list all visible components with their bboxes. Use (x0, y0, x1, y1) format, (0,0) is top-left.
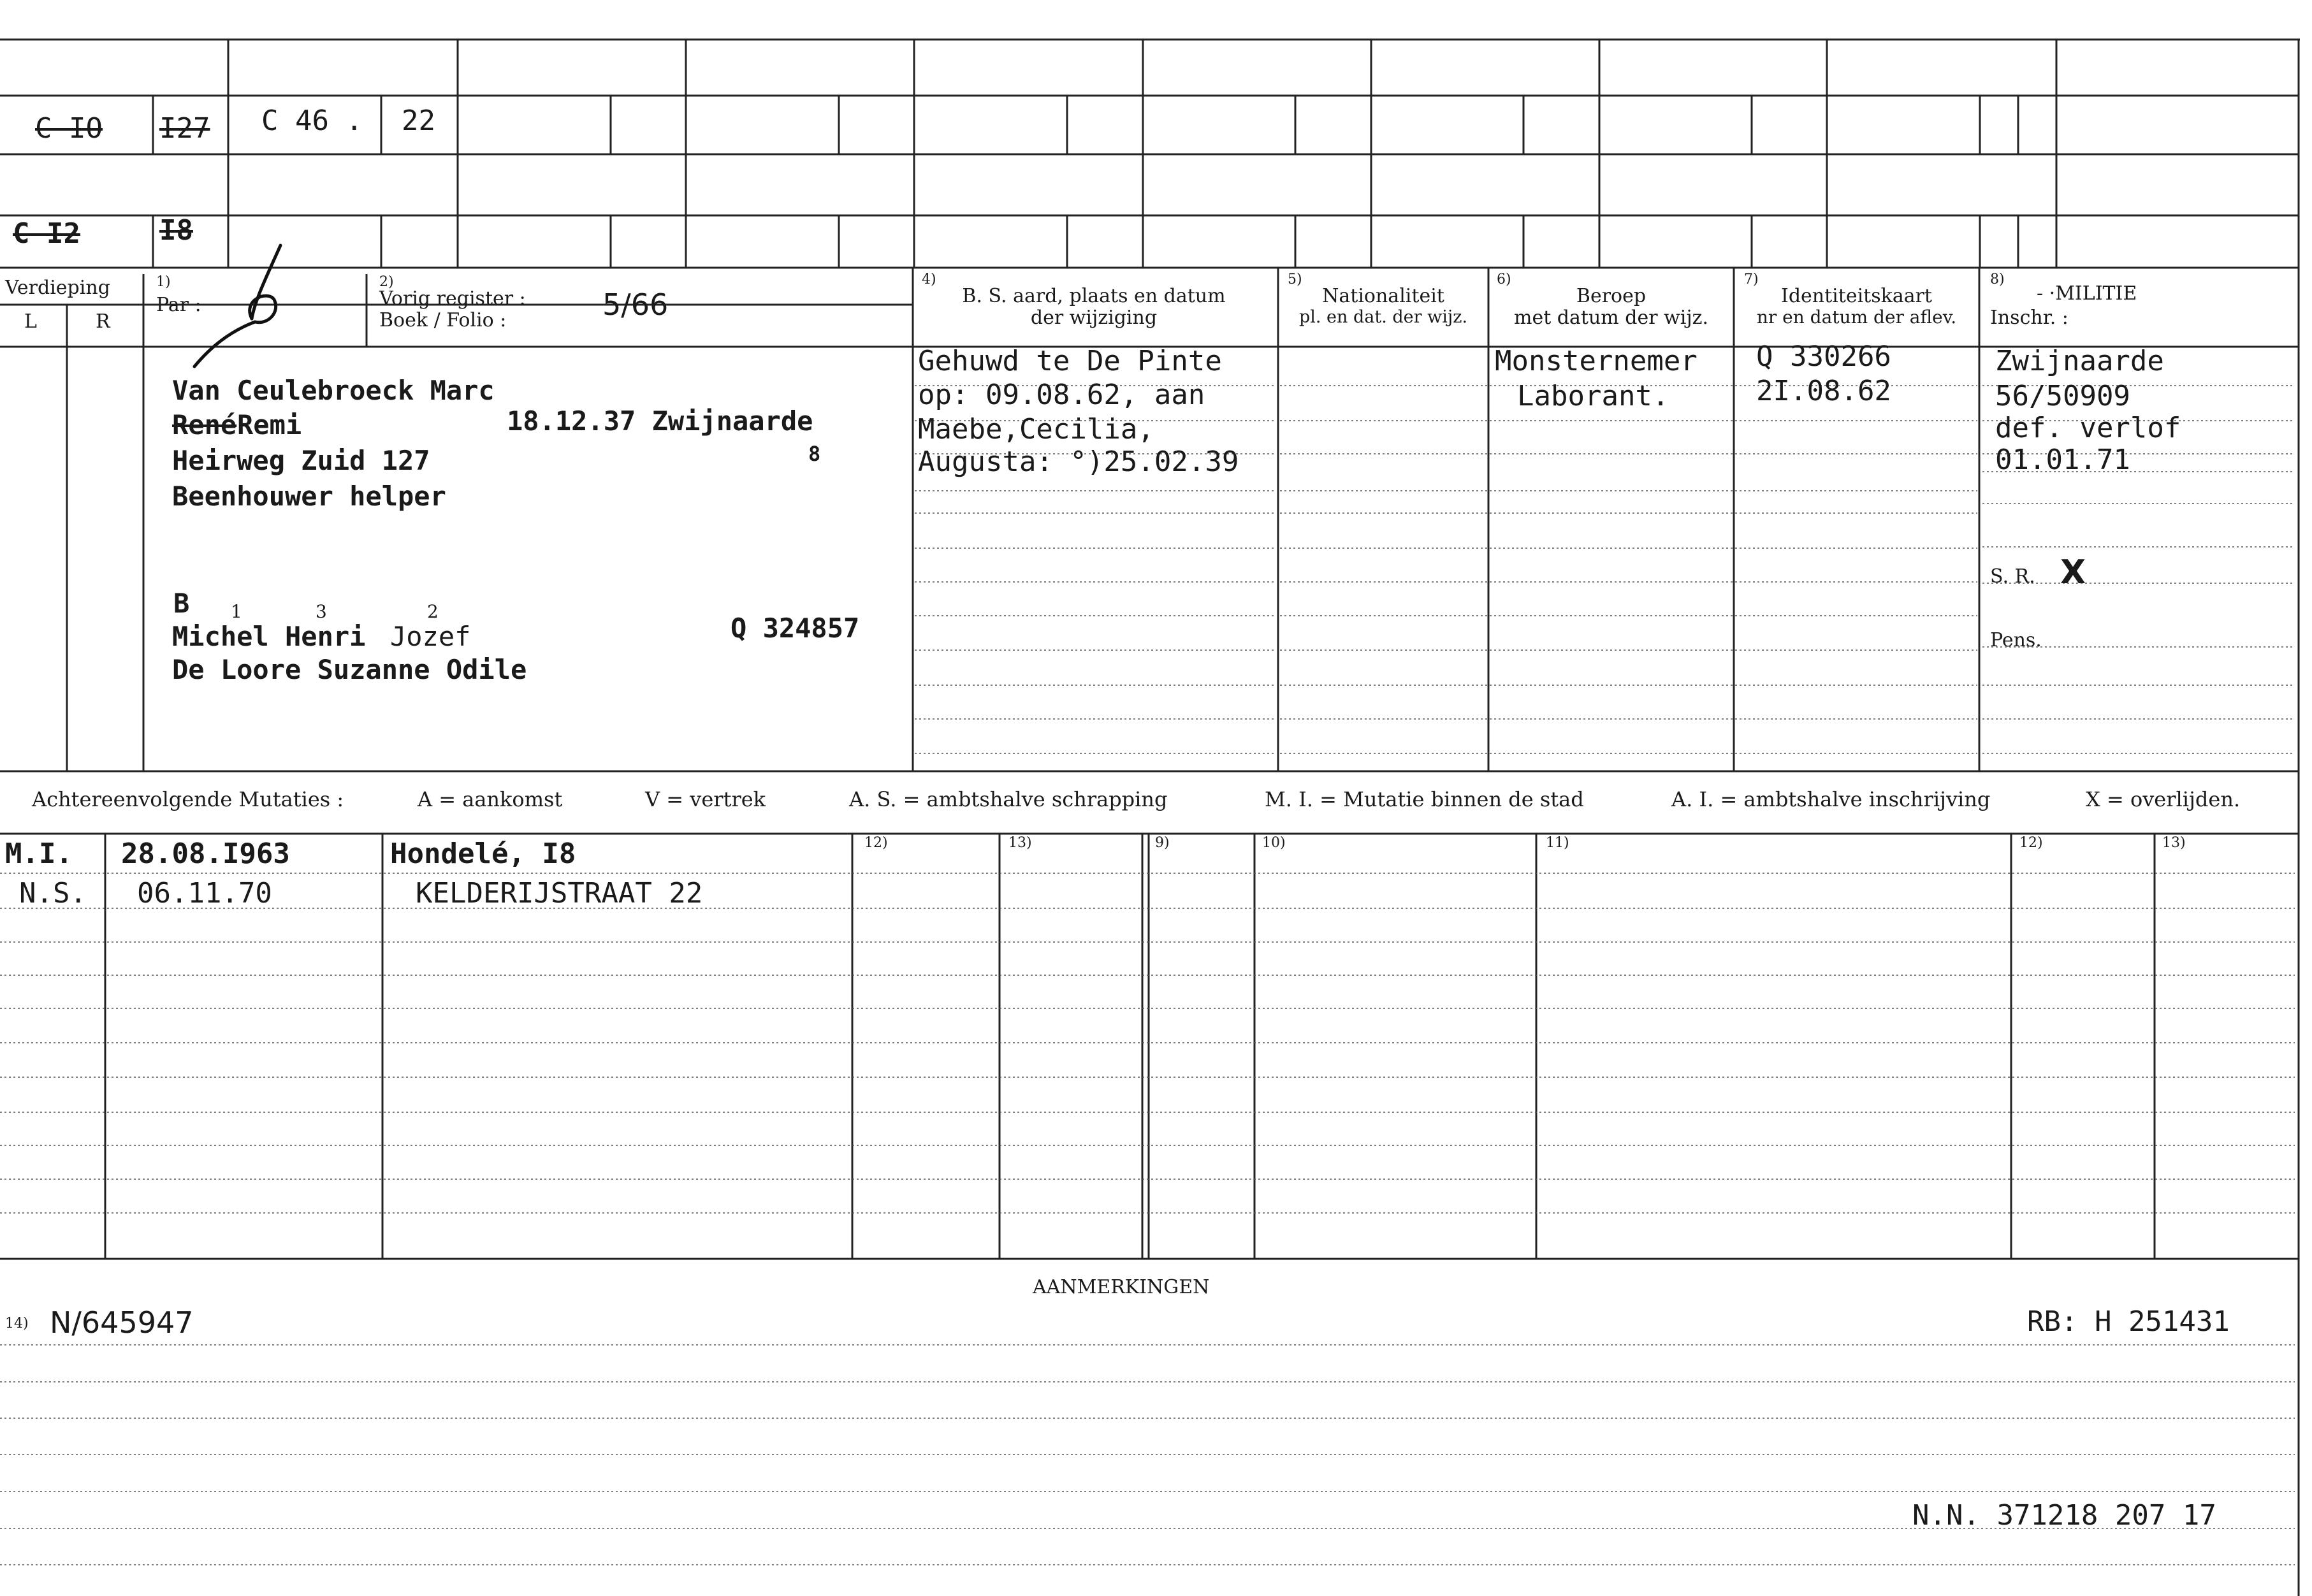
bs-entry: Augusta: °)25.02.39 (918, 446, 1239, 478)
verdieping-r: R (96, 310, 110, 333)
mutation-col-num: 10) (1262, 835, 1286, 851)
children-names: Michel Henri (172, 621, 366, 652)
bs-entry: Maebe,Cecilia, (918, 413, 1154, 446)
top-grid-cell: I27 (159, 112, 210, 145)
nat-num: 5) (1288, 272, 1302, 287)
child-mark-3: 3 (316, 601, 327, 622)
par-label: Par : (156, 294, 201, 316)
remarks-rb: RB: H 251431 (2027, 1305, 2230, 1338)
par-num: 1) (156, 274, 171, 290)
child-mark-1: 1 (231, 601, 242, 622)
sr-label: S. R. (1990, 565, 2035, 588)
legend-x: X = overlijden. (2086, 787, 2241, 811)
nat-header-line2: pl. en dat. der wijz. (1298, 307, 1468, 327)
child-mark-2: 2 (427, 601, 439, 622)
id-num: 7) (1744, 272, 1759, 287)
top-grid-cell: C I2 (13, 217, 80, 250)
child-id: Q 324857 (731, 613, 860, 644)
person-birth: 18.12.37 Zwijnaarde (507, 405, 813, 437)
legend-a: A = aankomst (418, 787, 563, 811)
legend-v: V = vertrek (645, 787, 766, 811)
remarks-title: AANMERKINGEN (1033, 1276, 1210, 1298)
id-entry: Q 330266 (1756, 340, 1891, 373)
person-occupation: Beenhouwer helper (172, 481, 446, 512)
verdieping-label: Verdieping (5, 277, 110, 299)
inschr-label: Inschr. : (1990, 307, 2068, 329)
remarks-num: 14) (5, 1316, 29, 1331)
militie-header: - ·MILITIE (2037, 282, 2137, 305)
militie-entry: Zwijnaarde (1995, 345, 2164, 377)
bs-header-line1: B. S. aard, plaats en datum (962, 285, 1226, 307)
bs-entry: Gehuwd te De Pinte (918, 345, 1222, 377)
child-extra-name: Jozef (390, 621, 471, 652)
mutation-col-num: 13) (2162, 835, 2186, 851)
legend-ai: A. I. = ambtshalve inschrijving (1671, 787, 1991, 811)
bs-entry: op: 09.08.62, aan (918, 379, 1205, 411)
top-grid-cell: C IO (35, 112, 103, 145)
militie-entry: def. verlof (1995, 412, 2181, 444)
mutation-code: M.I. (5, 838, 73, 870)
mutation-col-num: 12) (864, 835, 888, 851)
militie-num: 8) (1990, 272, 2005, 287)
nat-header-line1: Nationaliteit (1322, 285, 1444, 307)
mutation-col-num: 9) (1155, 835, 1170, 851)
mother-name: De Loore Suzanne Odile (172, 654, 527, 685)
id-header-line2: nr en datum der aflev. (1756, 307, 1957, 328)
person-side-mark: 8 (808, 442, 821, 466)
bs-header-line2: der wijziging (1030, 307, 1158, 329)
mutation-date: 28.08.I963 (121, 838, 290, 870)
legend-as: A. S. = ambtshalve schrapping (849, 787, 1168, 811)
legend-mi: M. I. = Mutatie binnen de stad (1265, 787, 1584, 811)
mutation-col-num: 11) (1546, 835, 1569, 851)
mutation-col-num: 13) (1008, 835, 1032, 851)
beroep-entry: Monsternemer (1495, 345, 1698, 377)
remarks-nn: N.N. 371218 207 17 (1912, 1499, 2216, 1532)
mutation-code: N.S. (19, 877, 87, 910)
top-grid-cell: I8 (159, 214, 193, 247)
person-name: Van Ceulebroeck Marc (172, 375, 495, 406)
verdieping-l: L (24, 310, 37, 333)
legend-title: Achtereenvolgende Mutaties : (32, 787, 344, 811)
militie-entry: 01.01.71 (1995, 444, 2130, 476)
militie-entry: 56/50909 (1995, 380, 2130, 412)
remarks-n-number: N/645947 (50, 1305, 194, 1340)
mutation-address: KELDERIJSTRAAT 22 (416, 877, 703, 910)
sr-mark: X (2060, 553, 2086, 591)
pens-label: Pens. (1990, 629, 2042, 651)
mutation-col-num: 12) (2019, 835, 2043, 851)
person-address: Heirweg Zuid 127 (172, 445, 430, 476)
handwritten-par-mark (194, 245, 280, 366)
person-firstname: Remi (237, 409, 302, 440)
beroep-header-line1: Beroep (1576, 285, 1647, 307)
bs-num: 4) (922, 272, 936, 287)
top-grid-cell: 22 (402, 105, 435, 137)
id-entry: 2I.08.62 (1756, 375, 1891, 407)
mutation-date: 06.11.70 (137, 877, 272, 910)
boek-folio-value: 5/66 (602, 287, 669, 322)
vorig-num: 2) (379, 274, 394, 290)
id-header-line1: Identiteitskaart (1781, 285, 1932, 307)
mutation-address: Hondelé, I8 (390, 838, 576, 870)
boek-folio-label: Boek / Folio : (379, 309, 507, 331)
children-letter: B (173, 588, 190, 619)
beroep-entry: Laborant. (1517, 380, 1669, 412)
top-grid-cell: C 46 . (261, 105, 363, 137)
person-firstname-struck: René (172, 409, 237, 440)
vorig-register-label: Vorig register : (379, 287, 526, 310)
beroep-header-line2: met datum der wijz. (1514, 307, 1708, 329)
beroep-num: 6) (1497, 272, 1511, 287)
